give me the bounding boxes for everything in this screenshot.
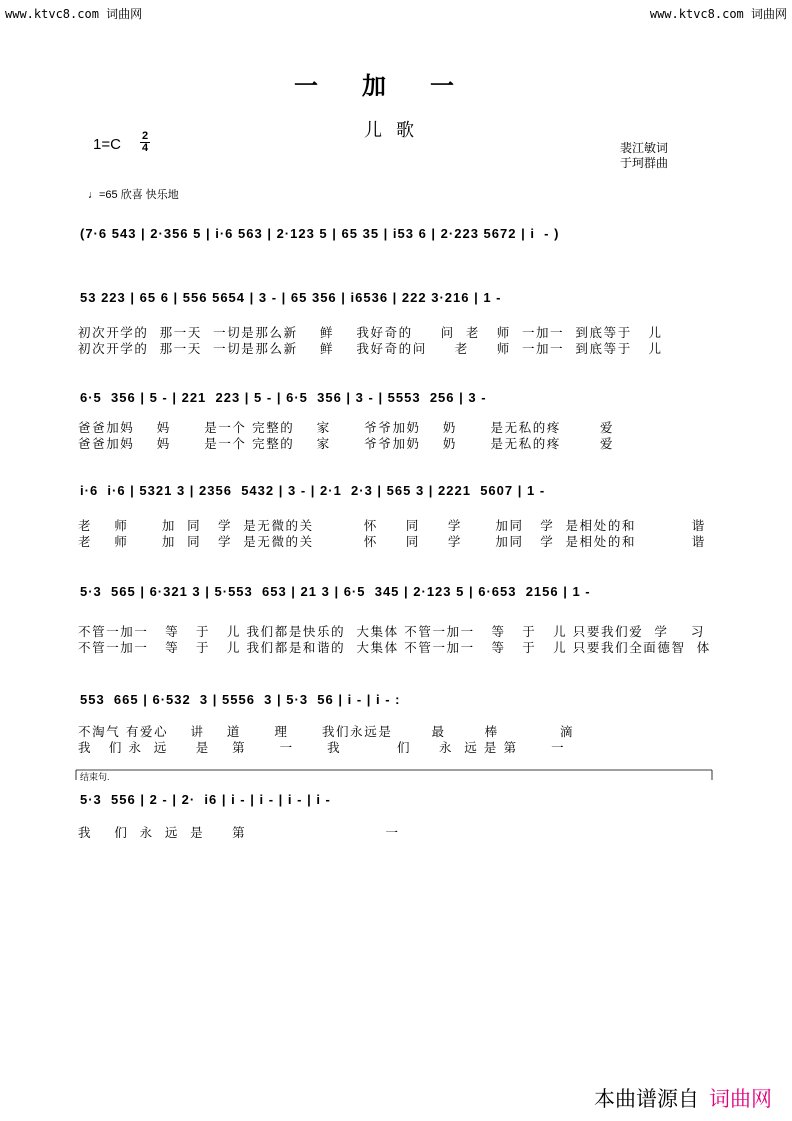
notation-line: 5·3 556 | 2 - | 2· i6 | i - | i - | i - | i - [80, 792, 331, 807]
time-top: 2 [141, 130, 149, 142]
notation-line: 53 223 | 65 6 | 556 5654 | 3 - | 65 356 | i6536 | 222 3·216 | 1 - [80, 290, 502, 305]
lyric-line-2: 我 们 永 远 是 第 一 我 们 永 远 是 第 一 [78, 740, 566, 755]
notation-line: i·6 i·6 | 5321 3 | 2356 5432 | 3 - | 2·1 2·3 | 565 3 | 2221 5607 | 1 - [80, 483, 546, 498]
lyric-line-1: 老 师 加 同 学 是无微的关 怀 同 学 加同 学 是相处的和 谐 [78, 518, 706, 533]
watermark-right: www.ktvc8.com 词曲网 [649, 7, 787, 21]
tempo-marking: ♩=65 欣喜 快乐地 [88, 189, 179, 201]
composer-credit: 于珂群曲 [620, 156, 669, 170]
lyric-line-1: 初次开学的 那一天 一切是那么新 鲜 我好奇的 问 老 师 一加一 到底等于 儿 [78, 325, 663, 340]
lyric-line-2: 爸爸加妈 妈 是一个 完整的 家 爷爷加奶 奶 是无私的疼 爱 [78, 436, 615, 451]
lyric-line-1: 不管一加一 等 于 儿 我们都是快乐的 大集体 不管一加一 等 于 儿 只要我们爱 学 习 [78, 624, 705, 639]
notation-line: 5·3 565 | 6·321 3 | 5·553 653 | 21 3 | 6·5 345 | 2·123 5 | 6·653 2156 | 1 - [80, 584, 591, 599]
lyricist-credit: 裴江敏词 [620, 141, 669, 155]
lyric-line-1: 爸爸加妈 妈 是一个 完整的 家 爷爷加奶 奶 是无私的疼 爱 [78, 420, 615, 435]
key-signature: 1=C [93, 136, 121, 153]
lyric-line-2: 老 师 加 同 学 是无微的关 怀 同 学 加同 学 是相处的和 谐 [78, 534, 706, 549]
coda-label: 结束句. [80, 772, 110, 782]
footer-brand[interactable]: 词曲网 [709, 1088, 772, 1111]
page-title: 一加一 [294, 71, 498, 100]
notation-line: 6·5 356 | 5 - | 221 223 | 5 - | 6·5 356 | 3 - | 5553 256 | 3 - [80, 390, 487, 405]
notation-line: 553 665 | 6·532 3 | 5556 3 | 5·3 56 | i - | i - : [80, 692, 401, 707]
song-subtitle: 儿歌 [364, 120, 428, 141]
footer-source [594, 1083, 772, 1113]
footer-source-text: 本曲谱源自 [594, 1088, 699, 1111]
watermark-left: www.ktvc8.com 词曲网 [5, 7, 143, 21]
lyric-line-1: 不淘气 有爱心 讲 道 理 我们永远是 最 棒 滴 [78, 724, 575, 739]
time-bottom: 4 [141, 142, 149, 154]
lyric-line-2: 不管一加一 等 于 儿 我们都是和谐的 大集体 不管一加一 等 于 儿 只要我们全面德智 体 [78, 640, 711, 655]
notation-line: (7·6 543 | 2·356 5 | i·6 563 | 2·123 5 | 65 35 | i53 6 | 2·223 5672 | i - ) [80, 226, 560, 241]
lyric-line-2: 初次开学的 那一天 一切是那么新 鲜 我好奇的问 老 师 一加一 到底等于 儿 [78, 341, 663, 356]
lyric-line-1: 我 们 永 远 是 第 一 [78, 825, 400, 840]
